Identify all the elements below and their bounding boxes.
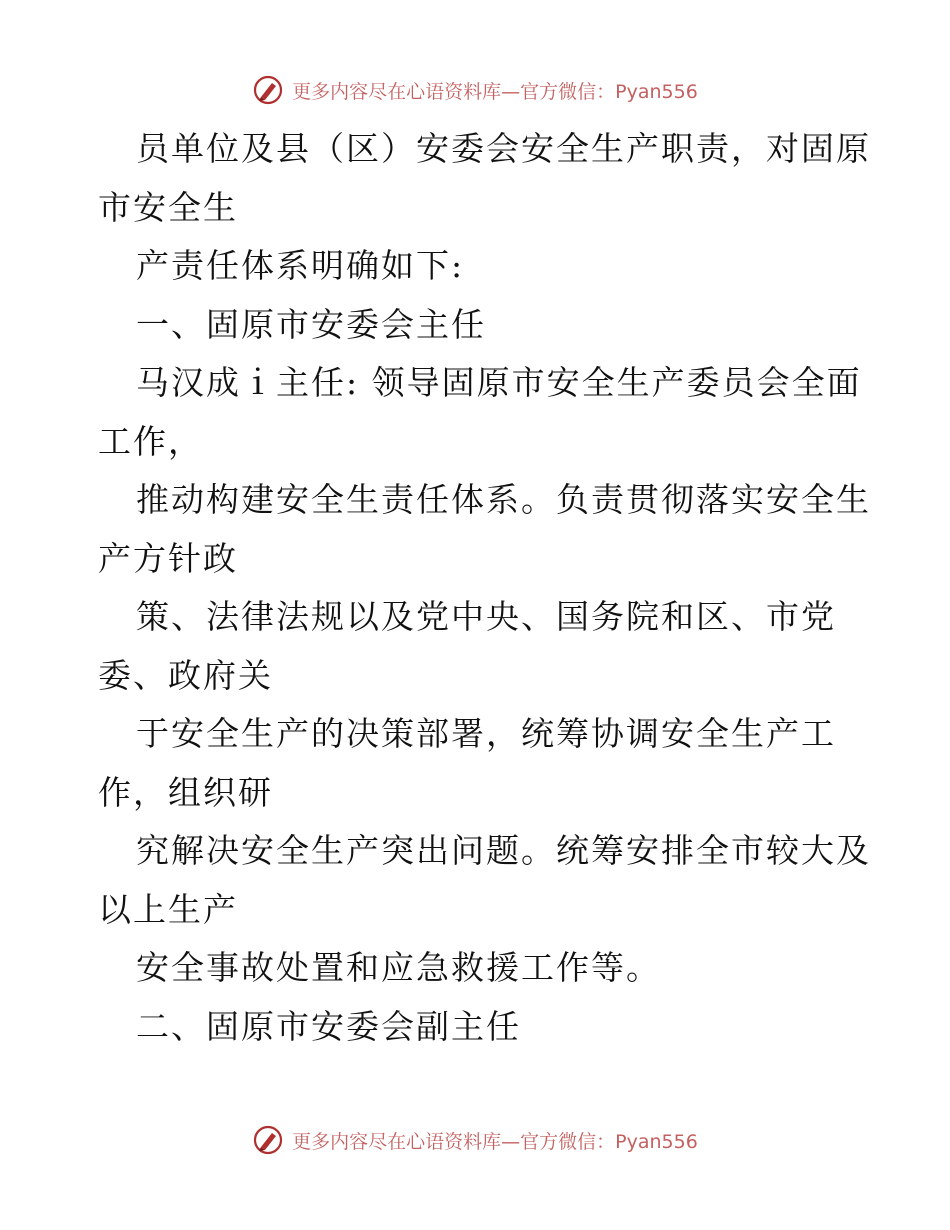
text-line-12: 作，组织研: [98, 772, 273, 812]
footer-watermark: [0, 1122, 950, 1158]
text-line-10: 委、政府关: [98, 655, 273, 695]
text-line-9: 策、法律法规以及党中央、国务院和区、市党: [136, 597, 836, 636]
text-line-7: 推动构建安全生责任体系。负责贯彻落实安全生: [136, 480, 871, 519]
text-line-3: 产责任体系明确如下:: [136, 246, 465, 285]
text-line-13: 究解决安全生产突出问题。统筹安排全市较大及: [136, 831, 871, 870]
document-body: [98, 120, 871, 1056]
header-watermark: [0, 72, 950, 108]
text-line-6: 工作，: [98, 421, 203, 461]
watermark-text: 更多内容尽在心语资料库—官方微信：Pyan556: [292, 1130, 698, 1153]
section-heading-1: 一、固原市安委会主任: [136, 304, 486, 344]
text-line-5: 马汉成ｉ主任: 领导固原市安全生产委员会全面: [136, 363, 862, 402]
text-line-8: 产方针政: [98, 538, 238, 578]
pen-logo-icon: [252, 1124, 284, 1156]
text-line-1: 员单位及县（区）安委会安全生产职责，对固原: [136, 129, 871, 168]
text-line-11: 于安全生产的决策部署，统筹协调安全生产工: [136, 714, 836, 753]
pen-logo-icon: [252, 74, 284, 106]
text-line-14: 以上生产: [98, 889, 238, 929]
text-line-2: 市安全生: [98, 187, 238, 227]
watermark-text: 更多内容尽在心语资料库—官方微信：Pyan556: [292, 80, 698, 103]
text-line-15: 安全事故处置和应急救援工作等。: [136, 948, 661, 987]
section-heading-2: 二、固原市安委会副主任: [136, 1006, 521, 1046]
